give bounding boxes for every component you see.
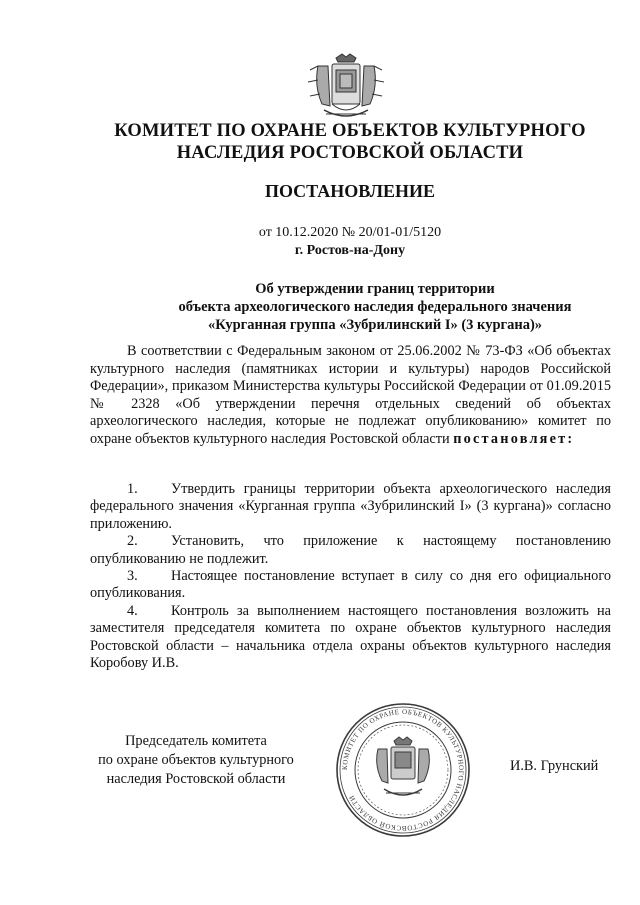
position-line-2: по охране объектов культурного (98, 752, 294, 768)
subject-line-3: «Курганная группа «Зубрилинский I» (3 кургана)» (207, 317, 543, 333)
city: г. Ростов-на-Дону (294, 243, 406, 258)
signatory-name: И.В. Грунский (510, 758, 599, 774)
decree-item (90, 533, 611, 568)
decree-item (90, 603, 611, 673)
org-line-2: НАСЛЕДИЯ РОСТОВСКОЙ ОБЛАСТИ (176, 143, 524, 163)
subject-line-2: объекта археологического наследия федерального значения (178, 299, 572, 315)
official-seal-icon (334, 701, 472, 839)
document-type: ПОСТАНОВЛЕНИЕ (264, 181, 436, 201)
decree-item (90, 481, 611, 533)
signatory-position (86, 732, 306, 789)
position-line-1: Председатель комитета (125, 733, 267, 749)
item-text: Утвердить границы территории объекта археологического наследия федерального значения «Курганная группа «Зубрилинский I» (3 кургана)» согласно приложению. (90, 481, 611, 532)
item-text: Настоящее постановление вступает в силу со дня его официального опубликования. (90, 568, 611, 602)
decree-items (90, 481, 611, 672)
preamble-paragraph (90, 343, 611, 449)
item-text: Контроль за выполнением настоящего постановления возложить на заместителя председателя комитета по охране объектов культурного наследия Ростовской области – начальника отдела охраны объектов культурного наследия Коробову И.В. (90, 602, 611, 672)
seal-text: КОМИТЕТ ПО ОХРАНЕ ОБЪЕКТОВ КУЛЬТУРНОГО НАСЛЕДИЯ РОСТОВСКОЙ ОБЛАСТИ (340, 707, 466, 833)
item-number: 2. (127, 533, 138, 550)
document-subject (140, 280, 610, 334)
item-number: 3. (127, 568, 138, 585)
item-number: 1. (127, 481, 138, 497)
decree-word: постановляет: (453, 430, 575, 447)
item-number: 4. (127, 602, 138, 619)
document-meta (0, 224, 640, 260)
item-text: Установить, что приложение к настоящему постановлению опубликованию не подлежит. (90, 533, 611, 567)
org-line-1: КОМИТЕТ ПО ОХРАНЕ ОБЪЕКТОВ КУЛЬТУРНОГО (114, 121, 586, 141)
date-number: от 10.12.2020 № 20/01-01/5120 (258, 225, 442, 240)
subject-line-1: Об утверждении границ территории (255, 281, 495, 297)
coat-of-arms-icon (296, 52, 396, 124)
preamble-text: В соответствии с Федеральным законом от 25.06.2002 № 73-ФЗ «Об объектах культурного наследия (памятниках истории и культуры) народов Российской Федерации», приказом Министерства культуры Российской Федерации от 01.09.2015 № 2328 «Об утверждении перечня отдельных сведений об объектах археологического наследия, которые не подлежат опубликованию» комитет по охране объектов культурного наследия Ростовской области (90, 343, 611, 447)
decree-item (90, 568, 611, 603)
position-line-3: наследия Ростовской области (106, 771, 286, 787)
organization-name (0, 120, 640, 164)
